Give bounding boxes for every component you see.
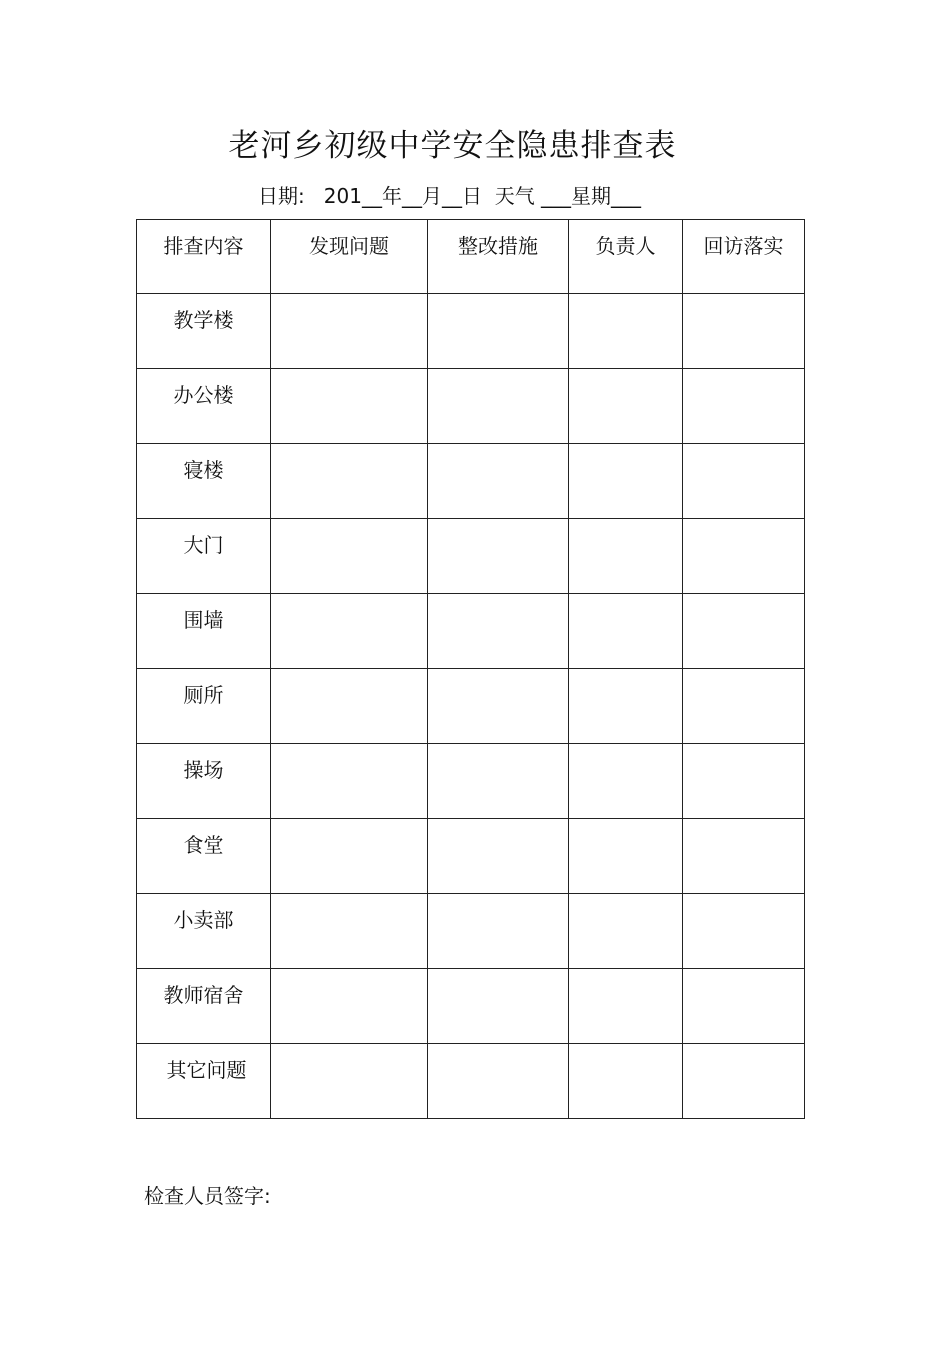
responsible-cell xyxy=(569,969,683,1044)
followup-cell xyxy=(683,294,805,369)
responsible-cell xyxy=(569,594,683,669)
issues-cell xyxy=(271,294,428,369)
followup-cell xyxy=(683,444,805,519)
table-row xyxy=(137,294,805,369)
header-cell-content: 排查内容 xyxy=(137,220,271,294)
row-label: 办公楼 xyxy=(137,369,271,444)
followup-cell xyxy=(683,519,805,594)
issues-cell xyxy=(271,819,428,894)
followup-cell xyxy=(683,894,805,969)
issues-cell xyxy=(271,444,428,519)
measures-cell xyxy=(428,1044,569,1119)
followup-cell xyxy=(683,669,805,744)
header-cell-responsible: 负责人 xyxy=(569,220,683,294)
issues-cell xyxy=(271,744,428,819)
issues-cell xyxy=(271,369,428,444)
table-row xyxy=(137,969,805,1044)
row-label: 小卖部 xyxy=(137,894,271,969)
header-cell-issues: 发现问题 xyxy=(271,220,428,294)
responsible-cell xyxy=(569,819,683,894)
measures-cell xyxy=(428,969,569,1044)
issues-cell xyxy=(271,969,428,1044)
issues-cell xyxy=(271,669,428,744)
row-label: 围墙 xyxy=(137,594,271,669)
followup-cell xyxy=(683,369,805,444)
measures-cell xyxy=(428,294,569,369)
header-cell-followup: 回访落实 xyxy=(683,220,805,294)
table-row xyxy=(137,1044,805,1119)
table-row xyxy=(137,519,805,594)
row-label: 食堂 xyxy=(137,819,271,894)
page-title: 老河乡初级中学安全隐患排查表 xyxy=(228,128,677,164)
row-label: 大门 xyxy=(137,519,271,594)
inspection-table xyxy=(136,219,805,1119)
measures-cell xyxy=(428,744,569,819)
measures-cell xyxy=(428,819,569,894)
row-label: 其它问题 xyxy=(137,1044,271,1119)
followup-cell xyxy=(683,594,805,669)
responsible-cell xyxy=(569,444,683,519)
responsible-cell xyxy=(569,519,683,594)
responsible-cell xyxy=(569,294,683,369)
table-header-row xyxy=(137,220,805,294)
issues-cell xyxy=(271,594,428,669)
table-row xyxy=(137,669,805,744)
measures-cell xyxy=(428,594,569,669)
responsible-cell xyxy=(569,744,683,819)
table-row xyxy=(137,819,805,894)
measures-cell xyxy=(428,444,569,519)
row-label: 寝楼 xyxy=(137,444,271,519)
row-label: 厕所 xyxy=(137,669,271,744)
table-row xyxy=(137,744,805,819)
followup-cell xyxy=(683,744,805,819)
responsible-cell xyxy=(569,369,683,444)
responsible-cell xyxy=(569,1044,683,1119)
measures-cell xyxy=(428,369,569,444)
followup-cell xyxy=(683,1044,805,1119)
followup-cell xyxy=(683,969,805,1044)
responsible-cell xyxy=(569,669,683,744)
measures-cell xyxy=(428,669,569,744)
inspector-signature-label: 检查人员签字: xyxy=(144,1184,271,1208)
header-cell-measures: 整改措施 xyxy=(428,220,569,294)
table-row xyxy=(137,594,805,669)
measures-cell xyxy=(428,519,569,594)
followup-cell xyxy=(683,819,805,894)
row-label: 教师宿舍 xyxy=(137,969,271,1044)
table-row xyxy=(137,369,805,444)
table-row xyxy=(137,894,805,969)
measures-cell xyxy=(428,894,569,969)
row-label: 教学楼 xyxy=(137,294,271,369)
row-label: 操场 xyxy=(137,744,271,819)
responsible-cell xyxy=(569,894,683,969)
issues-cell xyxy=(271,894,428,969)
issues-cell xyxy=(271,1044,428,1119)
table-row xyxy=(137,444,805,519)
issues-cell xyxy=(271,519,428,594)
date-weather-line: 日期: 201__年__月__日 天气 ___星期___ xyxy=(258,184,642,208)
